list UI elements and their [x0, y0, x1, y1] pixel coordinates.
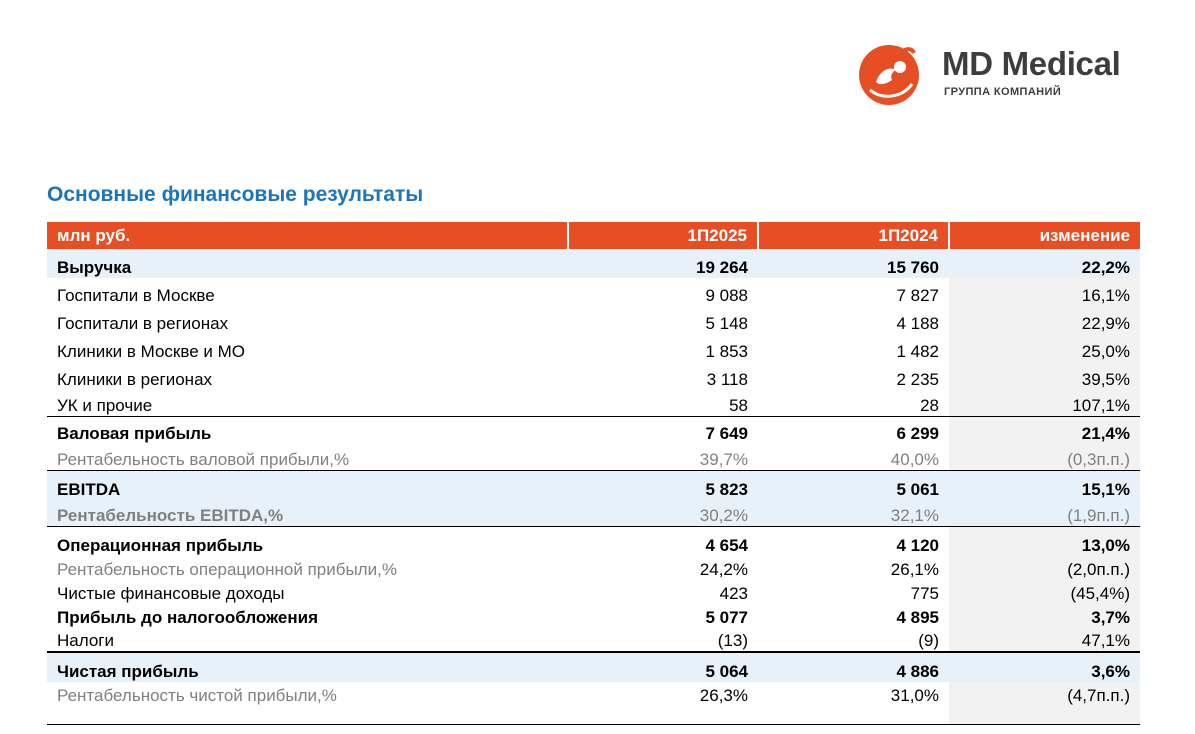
row-value-2025: 3 118: [706, 370, 748, 389]
table-row-margin: [47, 500, 1140, 526]
table-row: [47, 334, 1140, 362]
row-value-2024: 28: [920, 395, 939, 415]
row-label: Госпитали в регионах: [57, 314, 229, 333]
page-title: Основные финансовые результаты: [47, 183, 424, 206]
row-label: Чистая прибыль: [47, 652, 568, 682]
row-change: 47,1%: [949, 628, 1140, 652]
row-change: (45,4%): [949, 580, 1140, 604]
row-value-2025: 58: [729, 395, 748, 415]
row-change: 22,2%: [949, 249, 1140, 278]
row-change: 16,1%: [949, 278, 1140, 306]
table-row-ebitda: [47, 470, 1140, 500]
row-value-2024: 5 061: [758, 470, 949, 500]
row-value-2024: (9): [918, 631, 939, 650]
row-label: Операционная прибыль: [47, 526, 568, 556]
row-value-2025: 39,7%: [699, 449, 748, 469]
row-value-2025: 24,2%: [699, 560, 748, 579]
row-change: (4,7п.п.): [949, 682, 1140, 724]
row-label: Налоги: [57, 631, 114, 650]
row-label: Рентабельность операционной прибыли,%: [57, 560, 397, 579]
row-label: Рентабельность чистой прибыли,%: [47, 682, 568, 724]
row-change: (1,9п.п.): [949, 500, 1140, 526]
row-value-2024: 4 188: [896, 314, 939, 333]
table-header-row: [47, 222, 1140, 249]
row-value-2025: 423: [719, 584, 748, 603]
row-value-2025: (13): [717, 631, 748, 650]
row-value-2024: 4 895: [896, 608, 939, 627]
row-value-2025: 7 649: [568, 416, 758, 444]
table-row-net-profit: [47, 652, 1140, 682]
row-change: 3,7%: [949, 604, 1140, 628]
row-value-2025: 5 077: [705, 608, 748, 627]
table-row-margin: [47, 682, 1140, 724]
table-row: [47, 390, 1140, 416]
row-value-2024: 31,0%: [758, 682, 949, 724]
row-value-2025: 9 088: [705, 286, 748, 305]
row-value-2024: 26,1%: [890, 560, 939, 579]
header-change: изменение: [949, 222, 1140, 249]
row-change: 3,6%: [949, 652, 1140, 682]
row-change: 107,1%: [949, 390, 1140, 416]
row-label: Прибыль до налогообложения: [57, 608, 318, 627]
row-value-2024: 4 120: [758, 526, 949, 556]
row-label: Рентабельность валовой прибыли,%: [57, 449, 350, 469]
row-change: 25,0%: [949, 334, 1140, 362]
row-change: 15,1%: [949, 470, 1140, 500]
row-value-2024: 775: [910, 584, 939, 603]
table-row-margin: [47, 556, 1140, 580]
header-1h2024: 1П2024: [758, 222, 949, 249]
row-value-2024: 2 235: [896, 370, 939, 389]
row-value-2024: 40,0%: [890, 449, 939, 469]
logo-subtitle: ГРУППА КОМПАНИЙ: [944, 86, 1062, 98]
table-row: [47, 306, 1140, 334]
row-label: EBITDA: [47, 470, 568, 500]
header-1h2025: 1П2025: [568, 222, 758, 249]
row-label: Рентабельность EBITDA,%: [47, 500, 568, 526]
row-change: 21,4%: [949, 416, 1140, 444]
row-value-2025: 1 853: [705, 342, 748, 361]
row-value-2024: 15 760: [758, 249, 949, 278]
row-value-2025: 19 264: [568, 249, 758, 278]
row-change: 39,5%: [949, 362, 1140, 390]
row-value-2025: 5 148: [705, 314, 748, 333]
row-value-2025: 30,2%: [568, 500, 758, 526]
company-logo: [856, 40, 1146, 110]
row-label: Клиники в регионах: [57, 370, 213, 389]
header-units: млн руб.: [47, 222, 568, 249]
row-label: Выручка: [47, 249, 568, 278]
row-value-2024: 32,1%: [758, 500, 949, 526]
row-value-2025: 5 064: [568, 652, 758, 682]
row-change: (2,0п.п.): [949, 556, 1140, 580]
table-row-revenue: [47, 249, 1140, 278]
table-row-gross-profit: [47, 416, 1140, 444]
table-row-operating-profit: [47, 526, 1140, 556]
row-label: Госпитали в Москве: [57, 286, 215, 305]
financial-results-table: [47, 222, 1140, 725]
row-value-2025: 5 823: [568, 470, 758, 500]
row-label: Клиники в Москве и МО: [57, 342, 245, 361]
table-row: [47, 362, 1140, 390]
logo-name: MD Medical: [942, 45, 1121, 82]
row-change: (0,3п.п.): [949, 444, 1140, 470]
table-row-margin: [47, 444, 1140, 470]
row-value-2024: 6 299: [758, 416, 949, 444]
row-value-2024: 1 482: [896, 342, 939, 361]
table-row: [47, 278, 1140, 306]
row-value-2024: 4 886: [758, 652, 949, 682]
row-label: Валовая прибыль: [47, 416, 568, 444]
row-label: УК и прочие: [57, 395, 153, 415]
row-value-2025: 4 654: [568, 526, 758, 556]
md-medical-emblem-icon: [856, 40, 926, 110]
table-row: [47, 580, 1140, 604]
row-change: 13,0%: [949, 526, 1140, 556]
row-label: Чистые финансовые доходы: [57, 584, 285, 603]
row-change: 22,9%: [949, 306, 1140, 334]
row-value-2024: 7 827: [896, 286, 939, 305]
table-row: [47, 628, 1140, 652]
table-row-pretax-profit: [47, 604, 1140, 628]
row-value-2025: 26,3%: [568, 682, 758, 724]
